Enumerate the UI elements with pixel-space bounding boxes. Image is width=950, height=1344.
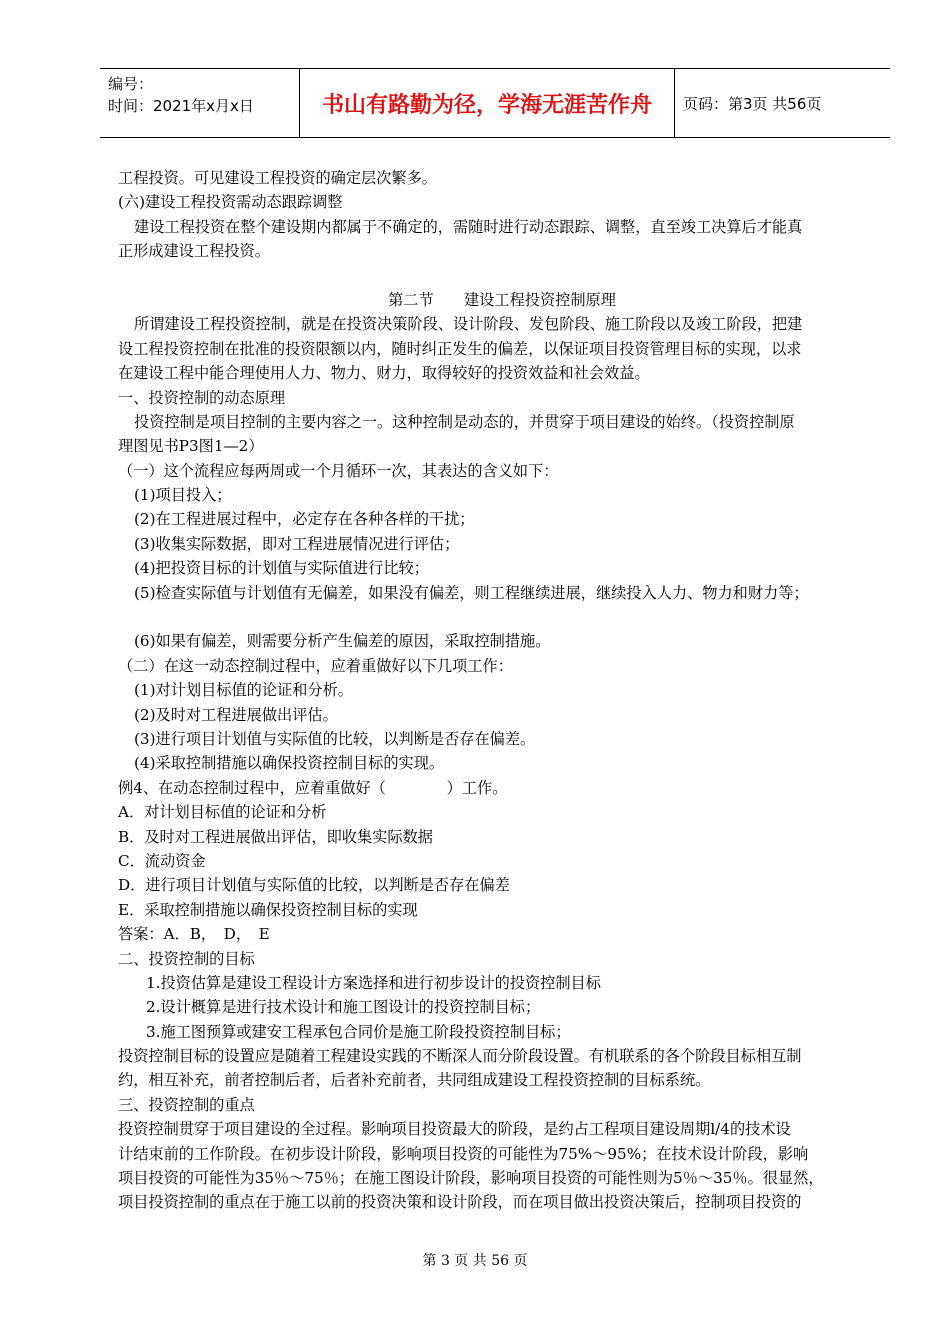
body-line: 设工程投资控制在批准的投资限额以内，随时纠正发生的偏差，以保证项目投资管理目标的实现，以求 <box>118 339 802 358</box>
document-body <box>118 166 886 1215</box>
list-item: (4)把投资目标的计划值与实际值进行比较； <box>134 559 429 578</box>
list-item: (2)及时对工程进展做出评估。 <box>134 705 338 724</box>
body-line: 在建设工程中能合理使用人力、物力、财力，取得较好的投资效益和社会效益。 <box>118 364 650 383</box>
section-heading: 一、投资控制的动态原理 <box>118 388 286 407</box>
answer-line: 答案：A．B， D， E <box>118 925 270 944</box>
page-footer: 第 3 页 共 56 页 <box>422 1253 528 1269</box>
answer-option: E．采取控制措施以确保投资控制目标的实现 <box>118 900 418 919</box>
page-header <box>100 68 890 138</box>
header-motto: 书山有路勤为径，学海无涯苦作舟 <box>300 69 675 137</box>
body-line: 所谓建设工程投资控制，就是在投资决策阶段、设计阶段、发包阶段、施工阶段以及竣工阶段，把建 <box>134 315 803 334</box>
body-line: 项目投资的可能性为35％～75％；在施工图设计阶段，影响项目投资的可能性则为5％～35％。很显然， <box>118 1169 824 1188</box>
section-title: 第二节 建设工程投资控制原理 <box>388 290 616 309</box>
list-item: (3)进行项目计划值与实际值的比较，以判断是否存在偏差。 <box>134 729 536 748</box>
body-line: 计结束前的工作阶段。在初步设计阶段，影响项目投资的可能性为75%～95%；在技术设计阶段，影响 <box>118 1144 809 1163</box>
body-line: 约，相互补充，前者控制后者，后者补充前者，共同组成建设工程投资控制的目标系统。 <box>118 1071 711 1090</box>
body-line: 正形成建设工程投资。 <box>118 242 270 261</box>
example-question: 例4、在动态控制过程中，应着重做好（ ）工作。 <box>118 778 508 797</box>
body-line: （二）在这一动态控制过程中，应着重做好以下几项工作： <box>118 656 513 675</box>
body-line: 投资控制目标的设置应是随着工程建设实践的不断深人而分阶段设置。有机联系的各个阶段目标相互制 <box>118 1047 802 1066</box>
body-line: 工程投资。可见建设工程投资的确定层次繁多。 <box>118 169 437 187</box>
body-line: （一）这个流程应每两周或一个月循环一次，其表达的含义如下： <box>118 461 559 480</box>
body-line: 投资控制是项目控制的主要内容之一。这种控制是动态的，并贯穿于项目建设的始终。（投资控制原 <box>134 412 795 431</box>
header-meta <box>100 69 300 137</box>
body-line: 理图见书P3图1—2） <box>118 437 264 456</box>
answer-option: B．及时对工程进展做出评估，即收集实际数据 <box>118 827 433 846</box>
list-item: (3)收集实际数据，即对工程进展情况进行评估； <box>134 534 460 553</box>
list-item: 2.设计概算是进行技术设计和施工图设计的投资控制目标； <box>146 998 541 1017</box>
list-item: (5)检查实际值与计划值有无偏差，如果没有偏差，则工程继续进展，继续投入人力、物力和财力等； <box>134 583 809 602</box>
list-item: (2)在工程进展过程中，必定存在各种各样的干扰； <box>134 510 475 529</box>
list-item: (6)如果有偏差，则需要分析产生偏差的原因，采取控制措施。 <box>134 632 551 651</box>
list-item: (1)对计划目标值的论证和分析。 <box>134 681 353 700</box>
body-line: 建设工程投资在整个建设期内都属于不确定的，需随时进行动态跟踪、调整，直至竣工决算后才能真 <box>134 217 803 236</box>
list-item: 3.施工图预算或建安工程承包合同价是施工阶段投资控制目标； <box>146 1022 571 1041</box>
section-heading: 三、投资控制的重点 <box>118 1095 255 1114</box>
list-item: (4)采取控制措施以确保投资控制目标的实现。 <box>134 754 445 773</box>
answer-option: A．对计划目标值的论证和分析 <box>118 803 327 822</box>
body-line: 项目投资控制的重点在于施工以前的投资决策和设计阶段，而在项目做出投资决策后，控制项目投资的 <box>118 1193 802 1212</box>
answer-option: C．流动资金 <box>118 851 206 870</box>
list-item: 1.投资估算是建设工程设计方案选择和进行初步设计的投资控制目标 <box>146 973 601 992</box>
section-heading: (六)建设工程投资需动态跟踪调整 <box>118 193 343 212</box>
body-line: 投资控制贯穿于项目建设的全过程。影响项目投资最大的阶段，是约占工程项目建设周期l/4的技术设 <box>118 1120 791 1139</box>
answer-option: D．进行项目计划值与实际值的比较，以判断是否存在偏差 <box>118 876 510 895</box>
document-number-label: 编号： <box>108 75 154 93</box>
header-page-label: 页码：第3页 共56页 <box>683 94 822 113</box>
list-item: (1)项目投入； <box>134 486 232 505</box>
document-time-label: 时间：2021年x月x日 <box>108 97 254 115</box>
section-heading: 二、投资控制的目标 <box>118 949 255 968</box>
